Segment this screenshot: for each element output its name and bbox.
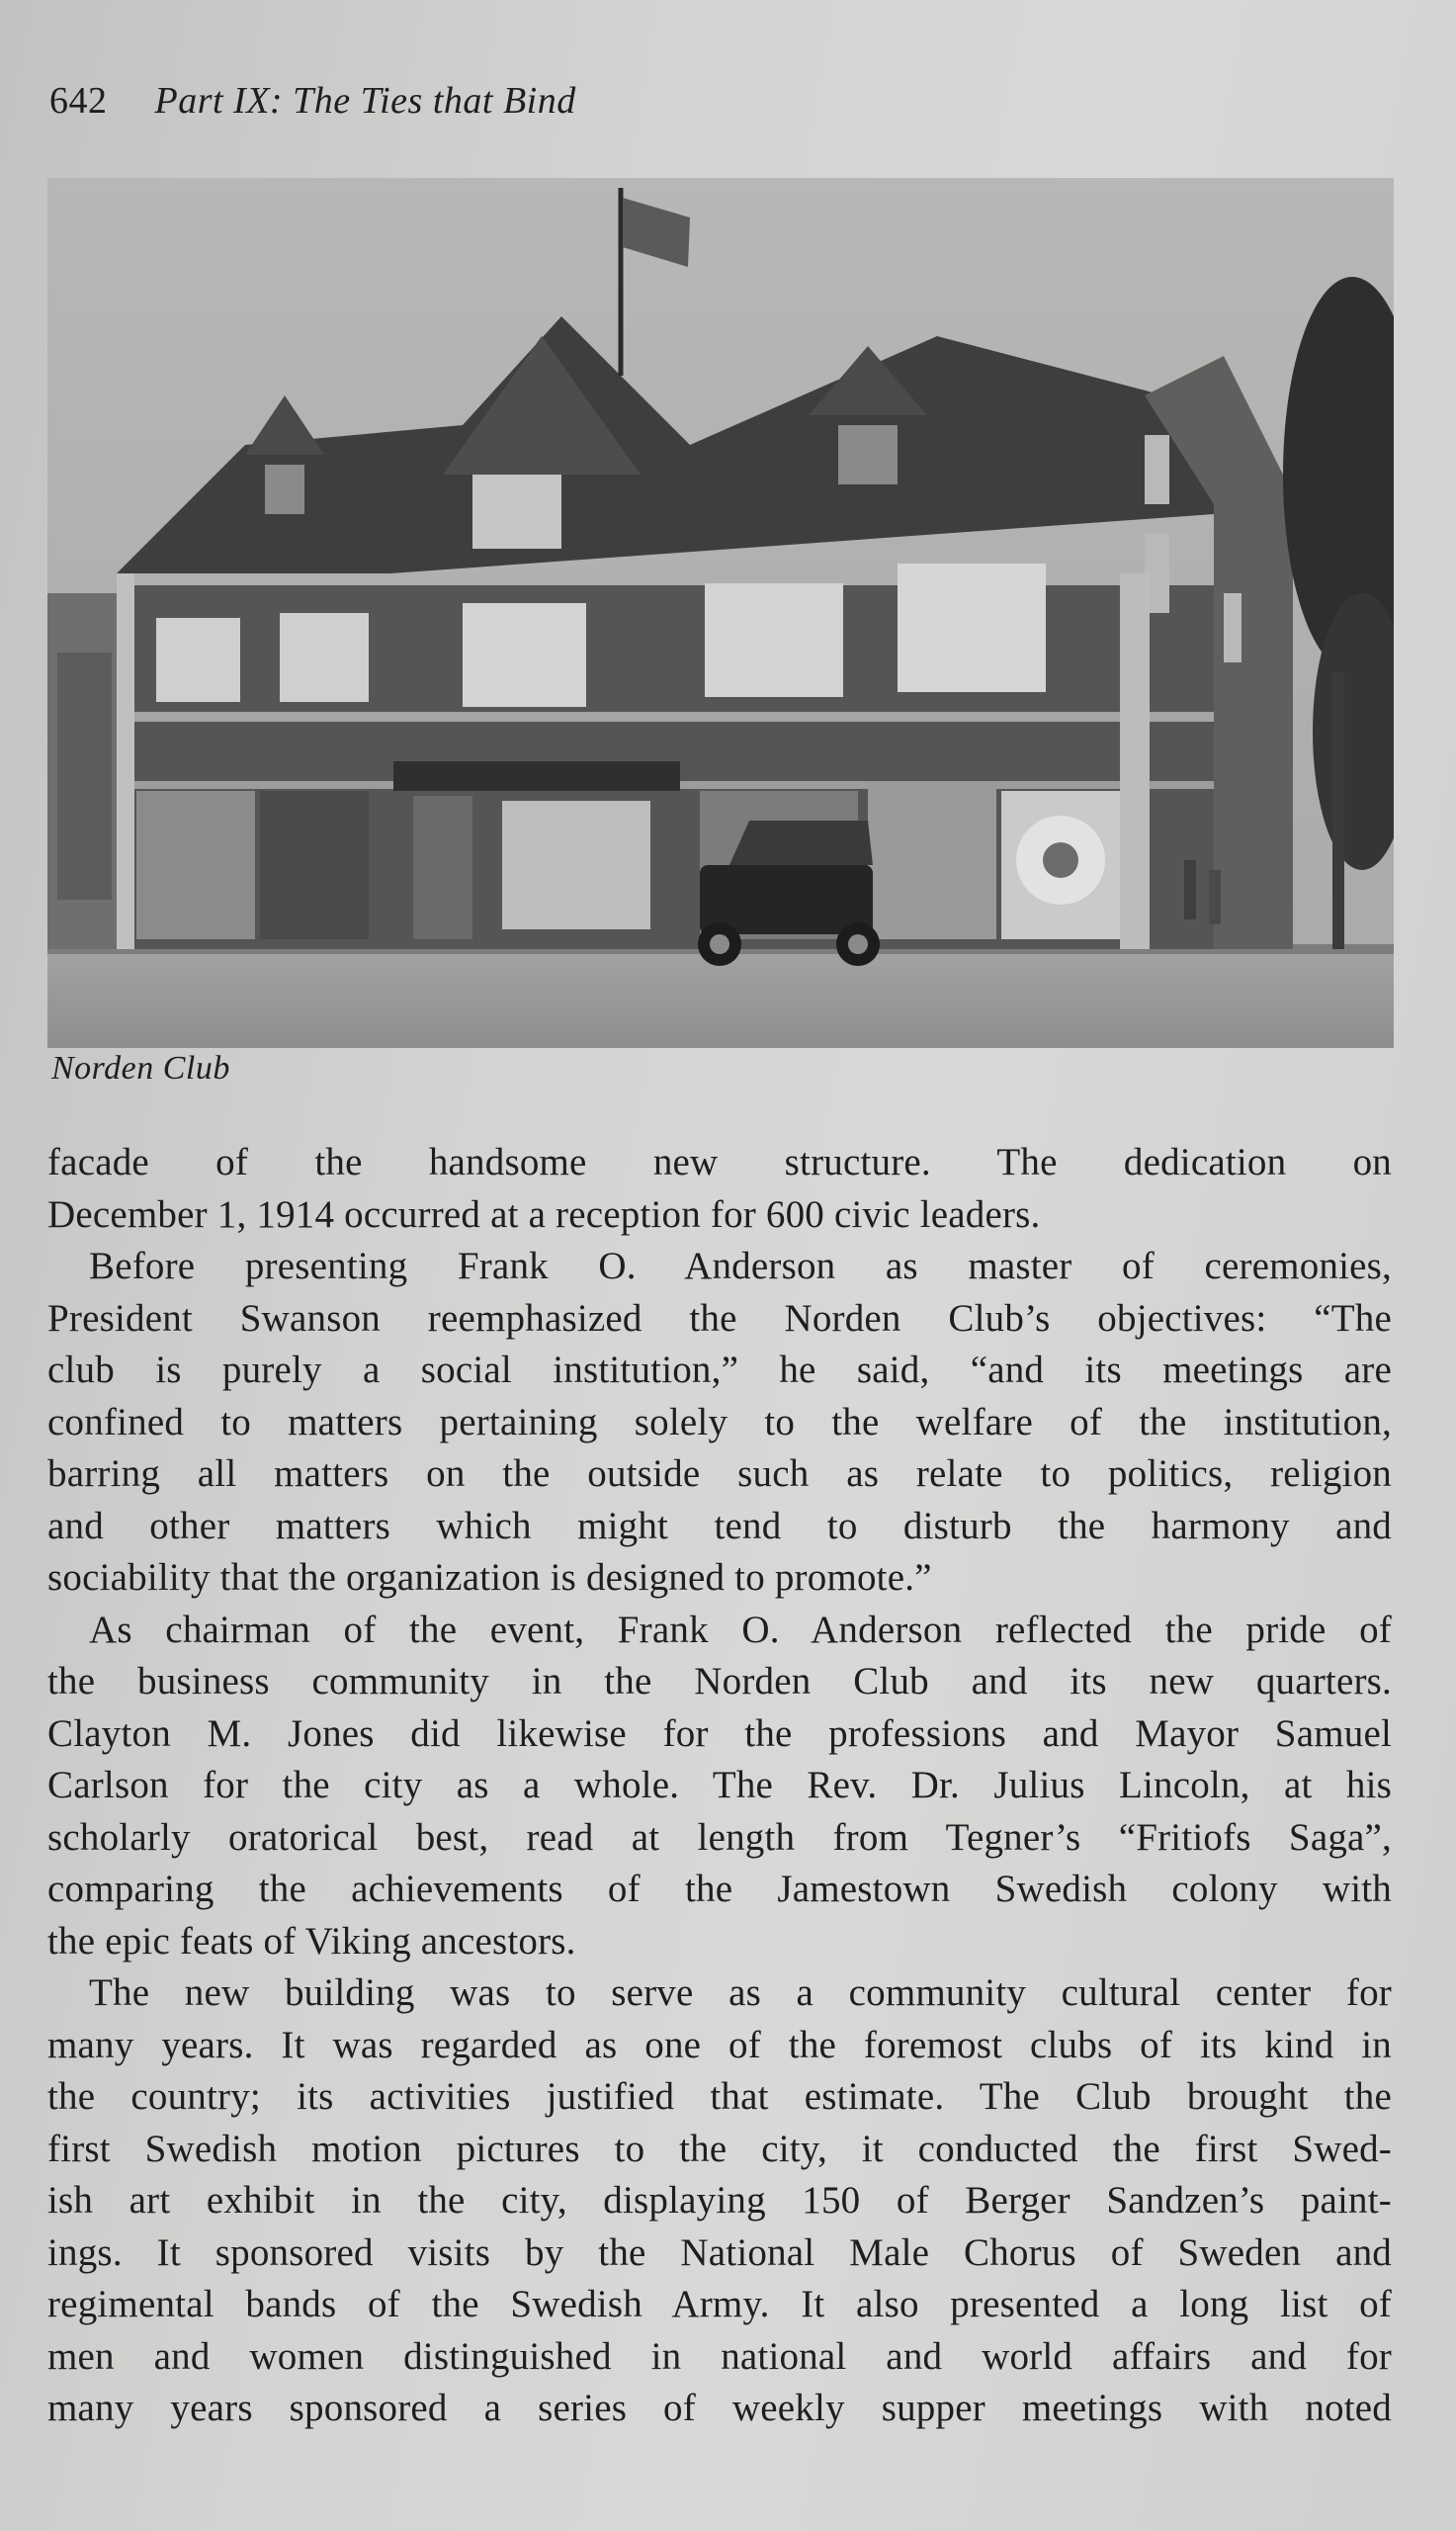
text-line: many years. It was regarded as one of the foremost clubs of its kind in	[47, 2023, 1392, 2066]
text-line: many years sponsored a series of weekly supper meetings with noted	[47, 2387, 1392, 2429]
text-line: Clayton M. Jones did likewise for the professions and Mayor Samuel	[47, 1711, 1392, 1755]
text-line: facade of the handsome new structure. The dedication on	[47, 1141, 1392, 1183]
text-line: confined to matters pertaining solely to the welfare of the institution,	[47, 1400, 1392, 1443]
part-title: Part IX: The Ties that Bind	[154, 80, 576, 122]
norden-club-photograph	[47, 178, 1394, 1048]
text-line: scholarly oratorical best, read at length from Tegner’s “Fritiofs Saga”,	[47, 1815, 1392, 1859]
text-line: first Swedish motion pictures to the city, it conducted the first Swed-	[47, 2127, 1392, 2170]
text-line: President Swanson reemphasized the Norden Club’s objectives: “The	[47, 1296, 1392, 1340]
text-line: the country; its activities justified that estimate. The Club brought the	[47, 2075, 1392, 2118]
text-line: Before presenting Frank O. Anderson as master of ceremonies,	[89, 1245, 1392, 1287]
text-line: As chairman of the event, Frank O. Anderson reflected the pride of	[89, 1608, 1392, 1651]
text-line: barring all matters on the outside such as relate to politics, religion	[47, 1452, 1392, 1495]
text-line: the epic feats of Viking ancestors.	[47, 1919, 576, 1963]
running-head	[49, 79, 576, 123]
text-line: comparing the achievements of the Jamestown Swedish colony with	[47, 1868, 1392, 1910]
text-line: men and women distinguished in national and world affairs and for	[47, 2334, 1392, 2378]
text-line: regimental bands of the Swedish Army. It also presented a long list of	[47, 2283, 1392, 2325]
page-number: 642	[49, 80, 108, 122]
text-line: ings. It sponsored visits by the National Male Chorus of Sweden and	[47, 2230, 1392, 2274]
text-line: The new building was to serve as a community cultural center for	[89, 1971, 1392, 2014]
text-line: club is purely a social institution,” he said, “and its meetings are	[47, 1349, 1392, 1391]
text-line: Carlson for the city as a whole. The Rev. Dr. Julius Lincoln, at his	[47, 1764, 1392, 1806]
text-line: December 1, 1914 occurred at a reception for 600 civic leaders.	[47, 1192, 1041, 1236]
text-line: sociability that the organization is designed to promote.”	[47, 1556, 932, 1599]
text-line: ish art exhibit in the city, displaying 150 of Berger Sandzen’s paint-	[47, 2179, 1392, 2222]
figure-caption: Norden Club	[51, 1050, 230, 1087]
text-line: and other matters which might tend to disturb the harmony and	[47, 1504, 1392, 1547]
body-text	[47, 1137, 1392, 2435]
text-line: the business community in the Norden Club and its new quarters.	[47, 1660, 1392, 1702]
